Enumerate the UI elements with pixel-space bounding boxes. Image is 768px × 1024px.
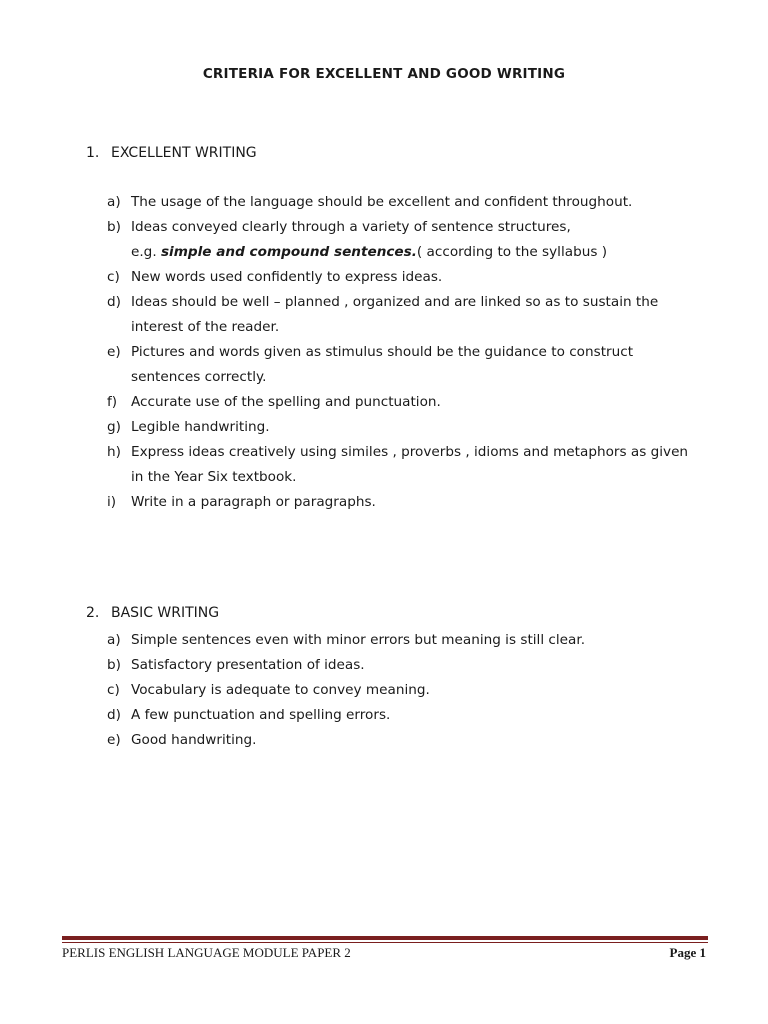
list-item <box>86 678 726 703</box>
list-item <box>86 653 726 678</box>
list-marker: c) <box>107 682 120 698</box>
list-item-text <box>131 265 726 290</box>
list-item-text <box>131 190 726 215</box>
section-heading <box>86 603 726 623</box>
list-marker: d) <box>107 707 121 723</box>
page-number: Page 1 <box>669 945 706 960</box>
list-item-text <box>131 415 726 440</box>
list-marker: g) <box>107 419 121 435</box>
footer-rule <box>62 936 708 940</box>
example-prefix: e.g. <box>131 244 161 260</box>
list-item-text <box>131 215 726 265</box>
item-line: Accurate use of the spelling and punctuation. <box>131 394 441 410</box>
item-line: Ideas should be well – planned , organized and are linked so as to sustain the <box>131 294 659 310</box>
list-marker: d) <box>107 294 121 310</box>
footer-module-title: PERLIS ENGLISH LANGUAGE MODULE PAPER 2 <box>62 945 351 960</box>
item-line: in the Year Six textbook. <box>131 469 297 485</box>
list-item <box>86 415 726 440</box>
list-item-text <box>131 490 726 515</box>
list-marker: a) <box>107 194 121 210</box>
list-item <box>86 190 726 215</box>
item-line: Ideas conveyed clearly through a variety of sentence structures, <box>131 219 571 235</box>
item-line: Pictures and words given as stimulus should be the guidance to construct <box>131 344 634 360</box>
list-marker: f) <box>107 394 118 410</box>
list-item-text <box>131 290 726 340</box>
item-line: Legible handwriting. <box>131 419 270 435</box>
list-item-text <box>131 340 726 390</box>
example-suffix: ( according to the syllabus ) <box>416 244 608 260</box>
list-marker: e) <box>107 732 121 748</box>
list-marker: h) <box>107 444 121 460</box>
list-marker: c) <box>107 269 120 285</box>
page-title: CRITERIA FOR EXCELLENT AND GOOD WRITING <box>202 66 566 82</box>
list-item <box>86 628 726 653</box>
list-item <box>86 390 726 415</box>
list-item-text: Vocabulary is adequate to convey meaning. <box>131 682 430 698</box>
list-marker: b) <box>107 657 121 673</box>
list-item <box>86 340 726 390</box>
item-line: New words used confidently to express ideas. <box>131 269 443 285</box>
list-marker: e) <box>107 344 121 360</box>
section-excellent-writing <box>86 143 726 515</box>
list-marker: a) <box>107 632 121 648</box>
list-marker: i) <box>107 494 117 510</box>
item-line: Express ideas creatively using similes , proverbs , idioms and metaphors as given <box>131 444 689 460</box>
section-number: 1. <box>86 145 100 161</box>
item-line: interest of the reader. <box>131 319 280 335</box>
item-line: The usage of the language should be excellent and confident throughout. <box>131 194 633 210</box>
section-heading <box>86 143 726 163</box>
list-item <box>86 490 726 515</box>
list-item <box>86 265 726 290</box>
list-item <box>86 728 726 753</box>
list-item-text: A few punctuation and spelling errors. <box>131 707 391 723</box>
item-line: Write in a paragraph or paragraphs. <box>131 494 376 510</box>
section-heading-text: BASIC WRITING <box>111 605 220 621</box>
section-basic-writing <box>86 603 726 753</box>
list-item-text: Good handwriting. <box>131 732 257 748</box>
list-item-text <box>131 440 726 490</box>
section-heading-text: EXCELLENT WRITING <box>111 145 257 161</box>
list-item <box>86 703 726 728</box>
list-item <box>86 290 726 340</box>
list-item-text <box>131 390 726 415</box>
list-marker: b) <box>107 219 121 235</box>
example-emphasis: simple and compound sentences. <box>160 244 417 260</box>
list-item <box>86 440 726 490</box>
list-item-text: Satisfactory presentation of ideas. <box>131 657 365 673</box>
footer-rule-thin <box>62 942 708 943</box>
list-item-text: Simple sentences even with minor errors but meaning is still clear. <box>131 632 586 648</box>
section-number: 2. <box>86 605 100 621</box>
list-item <box>86 215 726 265</box>
item-example-line <box>131 240 726 265</box>
item-line: sentences correctly. <box>131 369 267 385</box>
